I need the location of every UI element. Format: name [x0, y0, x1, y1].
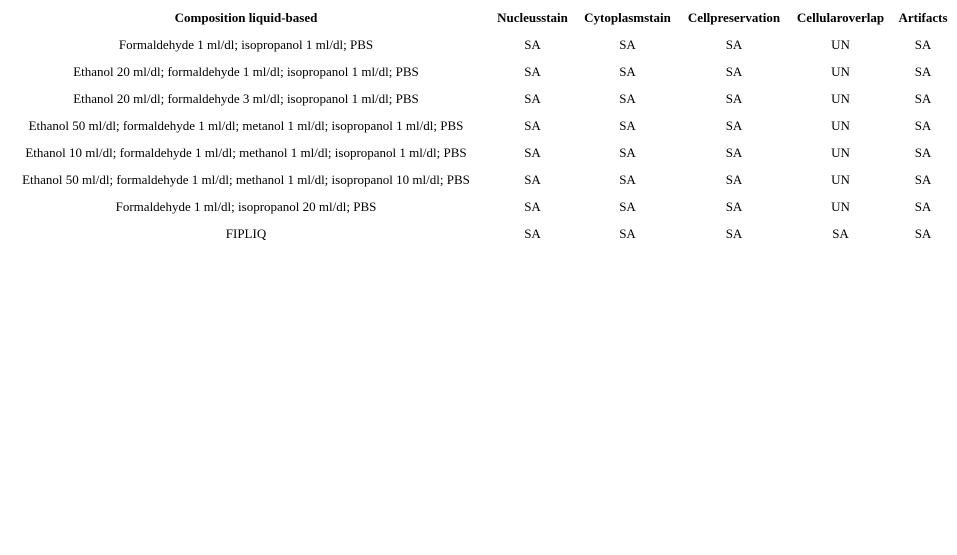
- header-composition: Composition liquid-based: [174, 10, 318, 25]
- cell-cellularoverlap: UN: [831, 199, 850, 214]
- cell-cellularoverlap: SA: [832, 226, 849, 241]
- table-row: [3, 139, 954, 166]
- cell-cytoplasmstain: SA: [619, 172, 636, 187]
- cell-cytoplasmstain: SA: [619, 64, 636, 79]
- table-row: [3, 193, 954, 220]
- cell-cellpreservation: SA: [725, 118, 743, 133]
- cell-composition: Ethanol 20 ml/dl; formaldehyde 3 ml/dl; isopropanol 1 ml/dl; PBS: [73, 91, 419, 106]
- header-artifacts: Artifacts: [898, 10, 948, 25]
- cell-cellpreservation: SA: [725, 37, 743, 52]
- cell-nucleusstain: SA: [524, 37, 541, 52]
- table-row: [3, 112, 954, 139]
- cell-composition: Ethanol 20 ml/dl; formaldehyde 1 ml/dl; isopropanol 1 ml/dl; PBS: [73, 64, 419, 79]
- cell-nucleusstain: SA: [524, 172, 541, 187]
- cell-artifacts: SA: [914, 118, 932, 133]
- cell-cytoplasmstain: SA: [619, 118, 636, 133]
- cell-artifacts: SA: [914, 37, 932, 52]
- cell-cellularoverlap: UN: [831, 37, 850, 52]
- cell-nucleusstain: SA: [524, 118, 541, 133]
- cell-cytoplasmstain: SA: [619, 37, 636, 52]
- header-nucleusstain: Nucleusstain: [497, 10, 568, 25]
- cell-artifacts: SA: [914, 172, 932, 187]
- cell-cytoplasmstain: SA: [619, 226, 636, 241]
- cell-nucleusstain: SA: [524, 199, 541, 214]
- cell-cellpreservation: SA: [725, 91, 743, 106]
- cell-cellpreservation: SA: [725, 172, 743, 187]
- table-row: [3, 166, 954, 193]
- cell-composition: FIPLIQ: [225, 226, 267, 241]
- cell-artifacts: SA: [914, 145, 932, 160]
- cell-cellpreservation: SA: [725, 145, 743, 160]
- cell-nucleusstain: SA: [524, 64, 541, 79]
- cell-cellularoverlap: UN: [831, 64, 850, 79]
- cell-artifacts: SA: [914, 199, 932, 214]
- cell-composition: Ethanol 50 ml/dl; formaldehyde 1 ml/dl; metanol 1 ml/dl; isopropanol 1 ml/dl; PBS: [28, 118, 464, 133]
- cell-cellularoverlap: UN: [831, 172, 850, 187]
- table-header-row: [3, 4, 954, 31]
- header-cytoplasmstain: Cytoplasmstain: [584, 10, 671, 25]
- cell-cellpreservation: SA: [725, 199, 743, 214]
- cell-composition: Ethanol 50 ml/dl; formaldehyde 1 ml/dl; methanol 1 ml/dl; isopropanol 10 ml/dl; PBS: [22, 172, 470, 187]
- cell-composition: Ethanol 10 ml/dl; formaldehyde 1 ml/dl; methanol 1 ml/dl; isopropanol 1 ml/dl; PBS: [25, 145, 467, 160]
- cell-cellularoverlap: UN: [831, 145, 850, 160]
- composition-results-table: [3, 4, 954, 247]
- cell-nucleusstain: SA: [524, 91, 541, 106]
- cell-nucleusstain: SA: [524, 226, 541, 241]
- cell-composition: Formaldehyde 1 ml/dl; isopropanol 1 ml/dl; PBS: [118, 37, 374, 52]
- table-row: [3, 220, 954, 247]
- header-cellularoverlap: Cellularoverlap: [796, 10, 885, 25]
- header-cellpreservation: Cellpreservation: [687, 10, 781, 25]
- cell-artifacts: SA: [914, 64, 932, 79]
- cell-nucleusstain: SA: [524, 145, 541, 160]
- cell-cellpreservation: SA: [725, 226, 743, 241]
- cell-artifacts: SA: [914, 226, 932, 241]
- cell-cytoplasmstain: SA: [619, 91, 636, 106]
- table-row: [3, 31, 954, 58]
- cell-cellularoverlap: UN: [831, 91, 850, 106]
- cell-artifacts: SA: [914, 91, 932, 106]
- table-row: [3, 58, 954, 85]
- cell-composition: Formaldehyde 1 ml/dl; isopropanol 20 ml/dl; PBS: [115, 199, 377, 214]
- table-row: [3, 85, 954, 112]
- cell-cytoplasmstain: SA: [619, 145, 636, 160]
- cell-cellpreservation: SA: [725, 64, 743, 79]
- cell-cellularoverlap: UN: [831, 118, 850, 133]
- cell-cytoplasmstain: SA: [619, 199, 636, 214]
